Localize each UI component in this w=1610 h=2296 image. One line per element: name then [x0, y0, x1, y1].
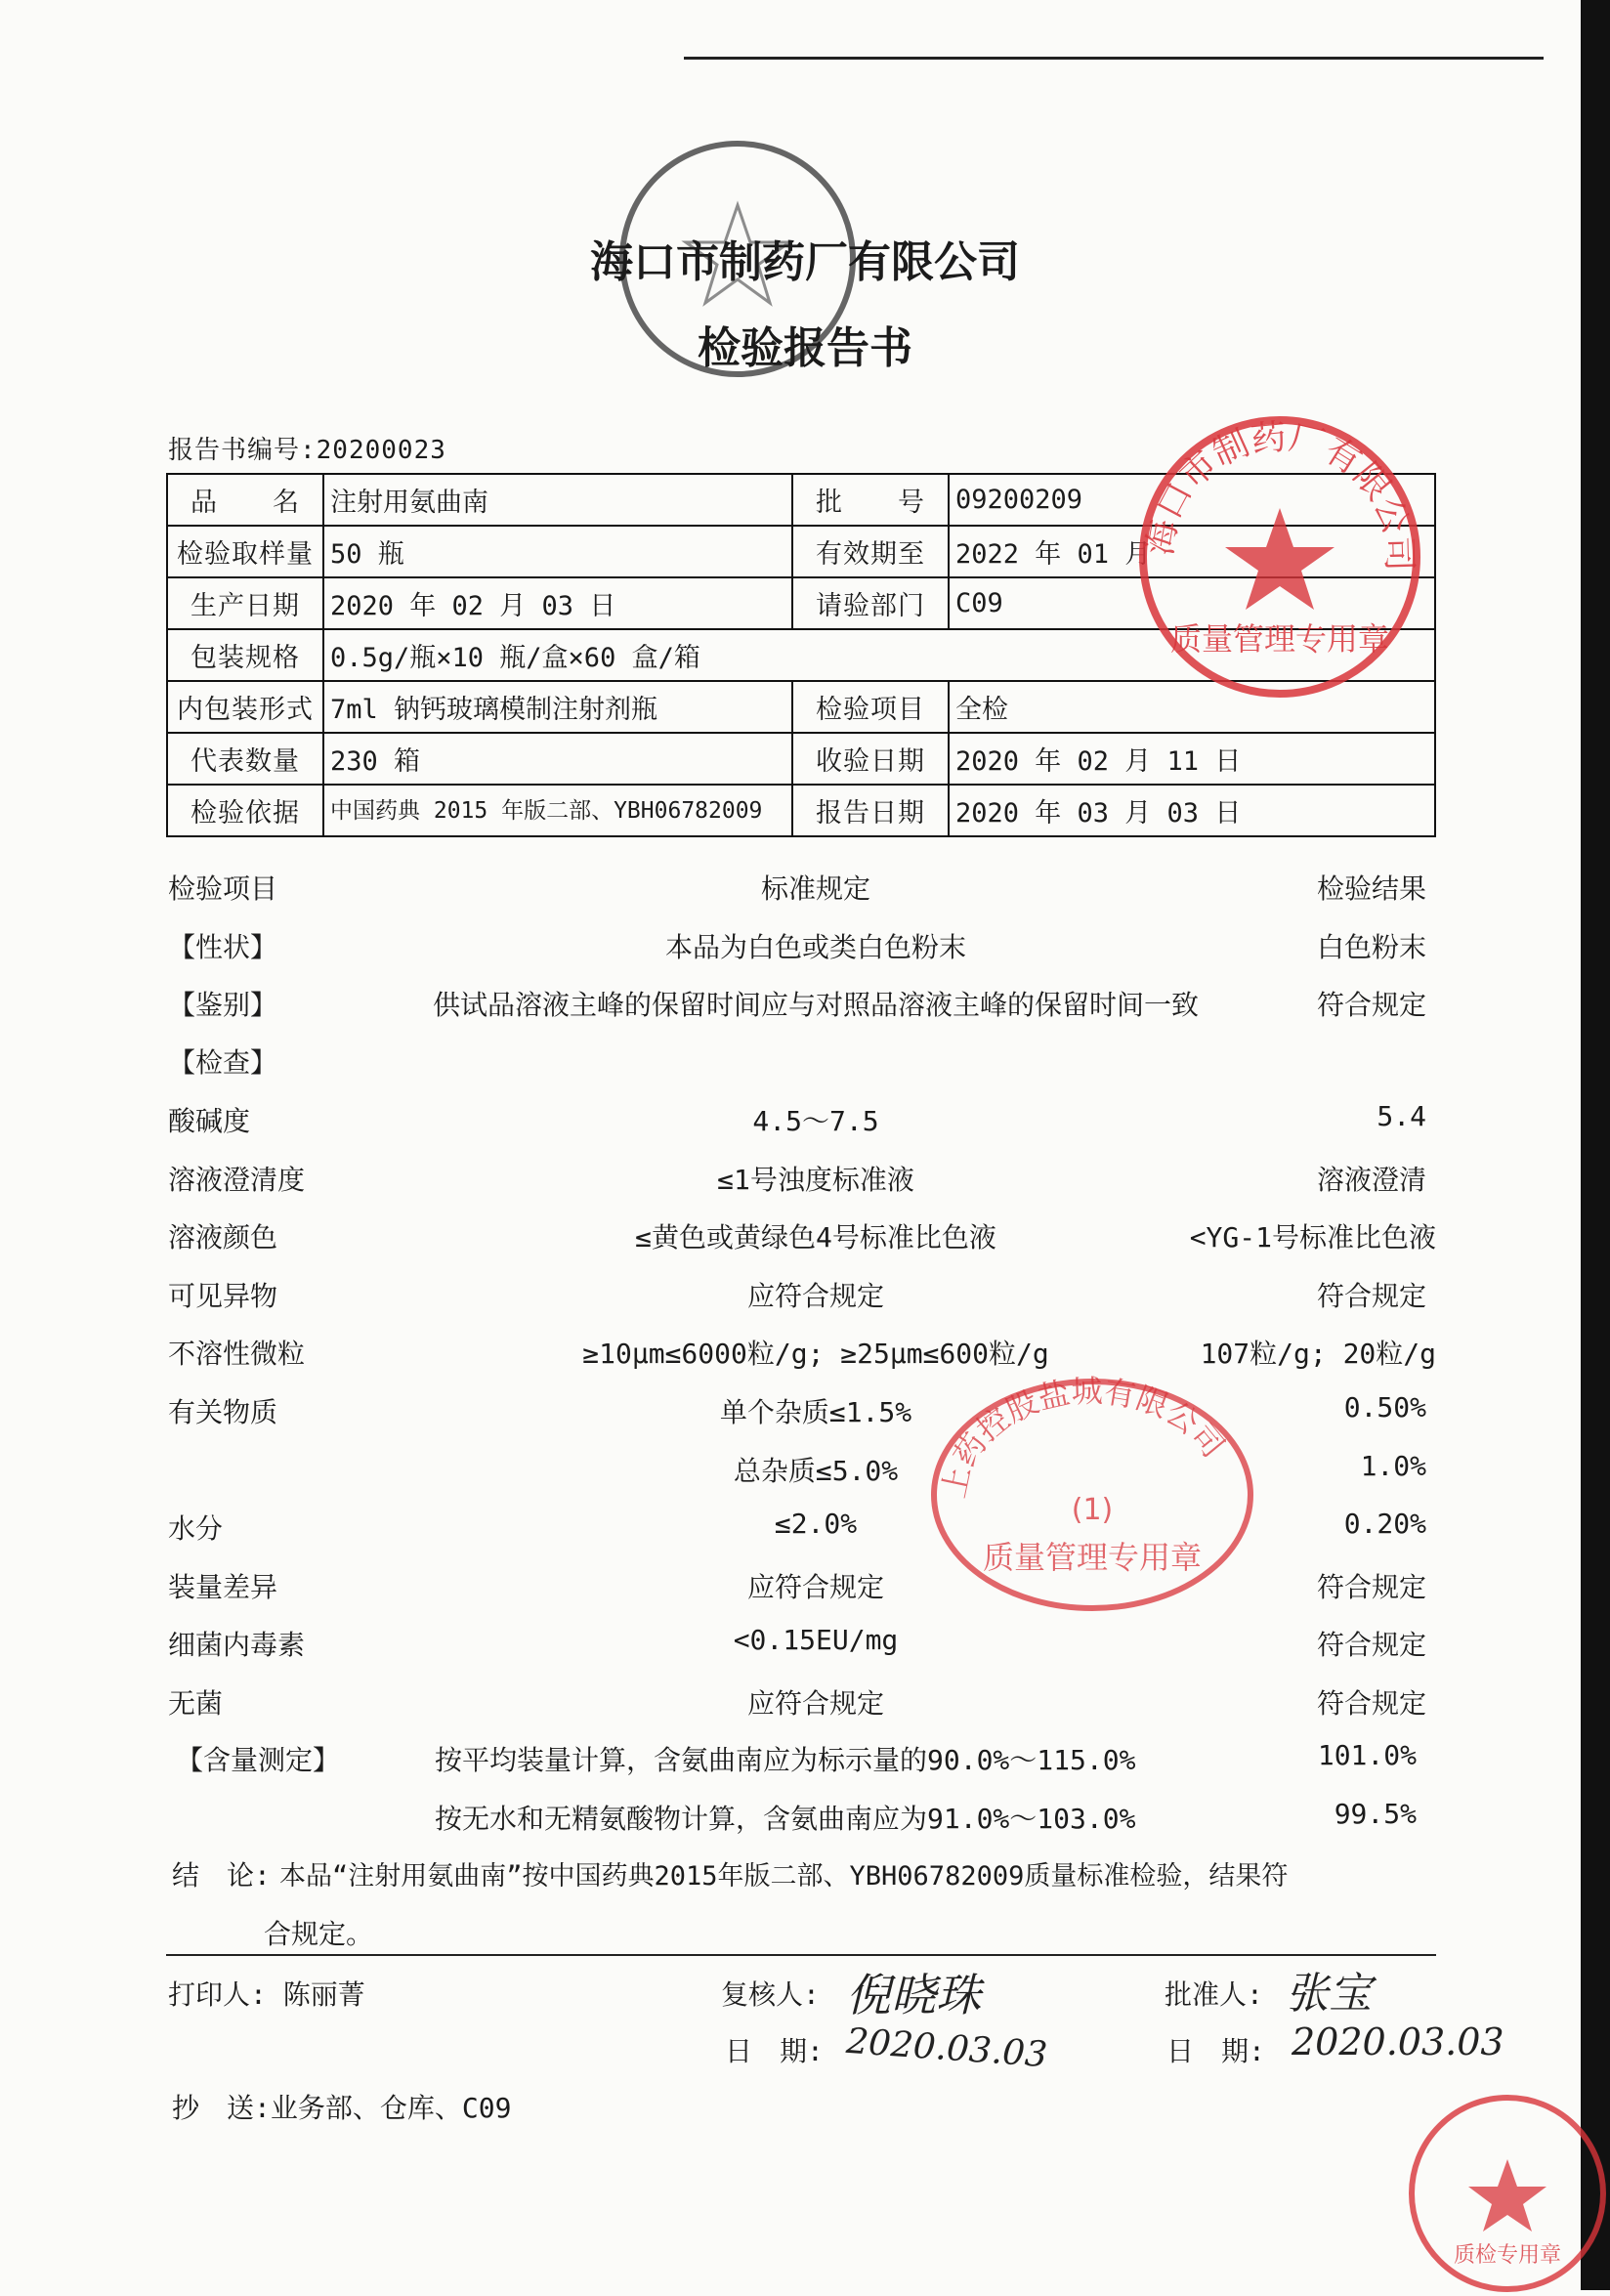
quantity-value: 230 箱 — [323, 733, 792, 785]
assay-row-2 — [0, 1798, 1610, 1847]
result-value: 白色粉末 — [1316, 931, 1426, 963]
result-standard: ≤黄色或黄绿色4号标准比色液 — [635, 1221, 996, 1254]
result-item: 细菌内毒素 — [168, 1629, 306, 1661]
assay-standard-2: 按无水和无精氨酸物计算，含氨曲南应为91.0%～103.0% — [435, 1803, 1136, 1835]
approver-signature: 张宝 — [1286, 1969, 1372, 2019]
expiry-value: 2022 年 01 月 — [949, 526, 1435, 577]
quality-seal-middle — [926, 1373, 1258, 1617]
header-result: 检验结果 — [1316, 872, 1426, 905]
reviewer-label: 复核人: — [721, 1978, 820, 2011]
result-item: 不溶性微粒 — [168, 1338, 306, 1370]
pack-label: 包装规格 — [167, 629, 323, 681]
reviewer-signature: 倪晓珠 — [846, 1969, 981, 2021]
approver-label: 批准人: — [1165, 1978, 1263, 2011]
result-item: 溶液澄清度 — [168, 1164, 306, 1196]
result-value: 0.50% — [1343, 1391, 1426, 1424]
svg-text:质量管理专用章: 质量管理专用章 — [1169, 620, 1390, 658]
receive-date-label: 收验日期 — [792, 733, 949, 785]
basis-label: 检验依据 — [167, 785, 323, 836]
result-standard: 单个杂质≤1.5% — [719, 1396, 912, 1428]
result-row — [0, 984, 1610, 1033]
result-row — [0, 1391, 1610, 1440]
assay-label: 【含量测定】 — [176, 1744, 341, 1776]
inspection-seal-bottom — [1405, 2091, 1610, 2296]
result-standard: 4.5～7.5 — [752, 1105, 879, 1137]
results-header — [0, 868, 1610, 916]
printer: 打印人: 陈丽菁 — [168, 1978, 365, 2011]
review-date-label: 日 期: — [725, 2035, 824, 2067]
result-row — [0, 1333, 1610, 1382]
quantity-label: 代表数量 — [167, 733, 323, 785]
result-row — [0, 1275, 1610, 1324]
result-row — [0, 926, 1610, 975]
conclusion-line-2: 合规定。 — [264, 1918, 374, 1950]
assay-row-1 — [0, 1739, 1610, 1788]
report-date-label: 报告日期 — [792, 785, 949, 836]
result-item: 【鉴别】 — [168, 989, 278, 1021]
result-item: 【性状】 — [168, 931, 278, 963]
result-item: 可见异物 — [168, 1280, 278, 1312]
result-item: 溶液颜色 — [168, 1221, 278, 1254]
review-date: 2020.03.03 — [844, 2020, 1049, 2076]
batch-label: 批 号 — [792, 474, 949, 526]
dept-label: 请验部门 — [792, 577, 949, 629]
product-label: 品 名 — [167, 474, 323, 526]
result-value: 5.4 — [1377, 1100, 1426, 1132]
result-value: 符合规定 — [1316, 1629, 1426, 1661]
sample-value: 50 瓶 — [323, 526, 792, 577]
svg-text:质检专用章: 质检专用章 — [1453, 2243, 1562, 2268]
result-value: 符合规定 — [1316, 1571, 1426, 1603]
svg-text:(1): (1) — [1071, 1493, 1114, 1527]
inner-pack-label: 内包装形式 — [167, 681, 323, 733]
result-standard: ≤2.0% — [774, 1508, 858, 1540]
assay-result-1: 101.0% — [1317, 1739, 1417, 1771]
approve-date-label: 日 期: — [1166, 2035, 1265, 2067]
approve-date: 2020.03.03 — [1292, 2020, 1504, 2063]
product-value: 注射用氨曲南 — [323, 474, 792, 526]
pack-value: 0.5g/瓶×10 瓶/盒×60 盒/箱 — [323, 629, 1435, 681]
carbon-copy: 抄 送:业务部、仓库、C09 — [172, 2092, 512, 2124]
result-standard: 供试品溶液主峰的保留时间应与对照品溶液主峰的保留时间一致 — [432, 989, 1199, 1021]
basis-value: 中国药典 2015 年版二部、YBH06782009 — [323, 785, 792, 836]
result-row — [0, 1508, 1610, 1556]
signature-divider — [166, 1954, 1436, 1956]
assay-result-2: 99.5% — [1334, 1798, 1417, 1830]
header-item: 检验项目 — [168, 872, 278, 905]
result-row — [0, 1216, 1610, 1265]
result-value: 符合规定 — [1316, 989, 1426, 1021]
report-number: 报告书编号:20200023 — [168, 436, 446, 465]
result-standard: ≥10μm≤6000粒/g; ≥25μm≤600粒/g — [582, 1338, 1049, 1370]
top-rule — [684, 57, 1544, 60]
result-standard: 本品为白色或类白色粉末 — [664, 931, 966, 963]
prod-date-label: 生产日期 — [167, 577, 323, 629]
result-value: 0.20% — [1343, 1508, 1426, 1540]
conclusion-label: 结 论: — [172, 1859, 271, 1892]
batch-value: 09200209 — [949, 474, 1435, 526]
result-value: 符合规定 — [1316, 1280, 1426, 1312]
result-item: 无菌 — [168, 1687, 224, 1720]
result-row — [0, 1042, 1610, 1090]
result-value: 符合规定 — [1316, 1687, 1426, 1720]
assay-standard-1: 按平均装量计算，含氨曲南应为标示量的90.0%～115.0% — [435, 1744, 1136, 1776]
result-item: 有关物质 — [168, 1396, 278, 1428]
result-row — [0, 1450, 1610, 1499]
conclusion-line-1: 本品“注射用氨曲南”按中国药典2015年版二部、YBH06782009质量标准检验，结果符 — [279, 1861, 1289, 1892]
result-row — [0, 1682, 1610, 1731]
test-item-value: 全检 — [949, 681, 1435, 733]
sample-label: 检验取样量 — [167, 526, 323, 577]
result-value: 107粒/g; 20粒/g — [1200, 1338, 1436, 1370]
result-item: 【检查】 — [168, 1046, 278, 1079]
svg-text:质量管理专用章: 质量管理专用章 — [982, 1539, 1203, 1576]
result-value: 溶液澄清 — [1316, 1164, 1426, 1196]
info-row — [167, 785, 1435, 836]
result-row — [0, 1100, 1610, 1149]
svg-text:海口市制药厂有限公司: 海口市制药厂有限公司 — [1139, 416, 1419, 573]
report-date-value: 2020 年 03 月 03 日 — [949, 785, 1435, 836]
result-item: 酸碱度 — [168, 1105, 251, 1137]
result-value: 1.0% — [1360, 1450, 1426, 1482]
quality-seal-right — [1133, 410, 1426, 703]
result-value: <YG-1号标准比色液 — [1189, 1221, 1436, 1254]
result-standard: 应符合规定 — [746, 1687, 884, 1720]
inner-pack-value: 7ml 钠钙玻璃模制注射剂瓶 — [323, 681, 792, 733]
test-item-label: 检验项目 — [792, 681, 949, 733]
result-standard: 应符合规定 — [746, 1571, 884, 1603]
result-row — [0, 1624, 1610, 1673]
result-row — [0, 1159, 1610, 1208]
result-standard: 应符合规定 — [746, 1280, 884, 1312]
result-item: 水分 — [168, 1512, 224, 1545]
result-standard: ≤1号浊度标准液 — [717, 1164, 914, 1196]
dept-value: C09 — [949, 577, 1435, 629]
result-standard: 总杂质≤5.0% — [733, 1455, 899, 1487]
company-name: 海口市制药厂有限公司 — [590, 237, 1020, 287]
svg-text:上药控股盐城有限公司: 上药控股盐城有限公司 — [935, 1373, 1233, 1502]
result-row — [0, 1566, 1610, 1615]
receive-date-value: 2020 年 02 月 11 日 — [949, 733, 1435, 785]
result-item: 装量差异 — [168, 1571, 278, 1603]
header-standard: 标准规定 — [760, 872, 870, 905]
result-standard: <0.15EU/mg — [733, 1624, 899, 1656]
document-title: 检验报告书 — [698, 323, 912, 373]
expiry-label: 有效期至 — [792, 526, 949, 577]
prod-date-value: 2020 年 02 月 03 日 — [323, 577, 792, 629]
info-row — [167, 733, 1435, 785]
